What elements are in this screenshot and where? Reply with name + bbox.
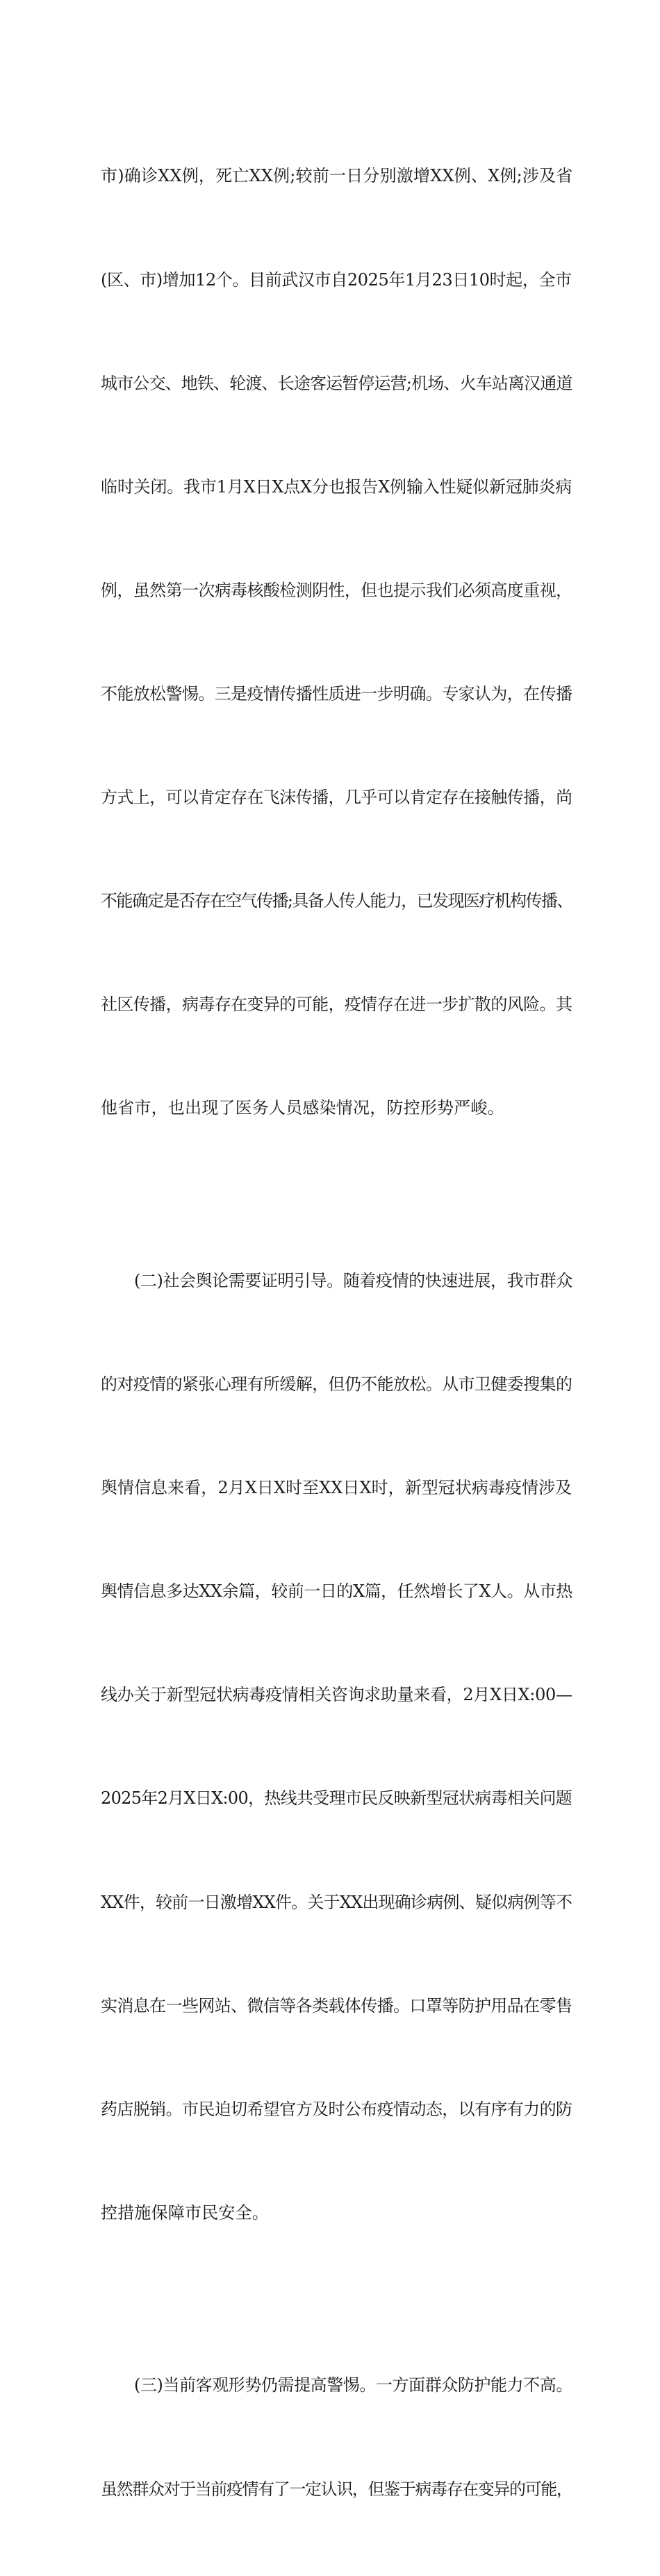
text-line: 舆情信息多达XX余篇，较前一日的X篇，任然增长了X人。从市热 [101,1581,572,1602]
text-line: 虽然群众对于当前疫情有了一定认识，但鉴于病毒存在变异的可能， [101,2479,572,2499]
text-line: 临时关闭。我市1月X日X点X分也报告X例输入性疑似新冠肺炎病 [101,476,572,497]
text-line: 例，虽然第一次病毒核酸检测阴性，但也提示我们必须高度重视， [101,580,572,600]
text-line: (二)社会舆论需要证明引导。随着疫情的快速进展，我市群众 [134,1270,572,1290]
text-line: 线办关于新型冠状病毒疫情相关咨询求助量来看，2月X日X:00— [101,1685,572,1705]
text-line: 实消息在一些网站、微信等各类载体传播。口罩等防护用品在零售 [101,1995,572,2016]
text-line: 控措施保障市民安全。 [101,2202,269,2222]
document-page [101,90,573,2576]
text-line: 市)确诊XX例，死亡XX例;较前一日分别激增XX例、X例;涉及省 [101,166,573,186]
text-line: 药店脱销。市民迫切希望官方及时公布疫情动态，以有序有力的防 [101,2099,572,2119]
paragraph-2 [101,1195,573,2300]
text-line: 舆情信息来看，2月X日X时至XX日X时，新型冠状病毒疫情涉及 [101,1478,572,1498]
text-line: 的对疫情的紧张心理有所缓解，但仍不能放松。从市卫健委搜集的 [101,1374,572,1395]
text-line: 方式上，可以肯定存在飞沫传播，几乎可以肯定存在接触传播，尚 [101,788,572,808]
paragraph-3 [101,2300,573,2576]
text-line: XX件，较前一日激增XX件。关于XX出现确诊病例、疑似病例等不 [101,1892,572,1912]
text-line: (三)当前客观形势仍需提高警惕。一方面群众防护能力不高。 [134,2375,572,2395]
text-line: (区、市)增加12个。目前武汉市自2025年1月23日10时起，全市 [101,269,572,290]
paragraph-1 [101,90,573,1195]
text-line: 城市公交、地铁、轮渡、长途客运暂停运营;机场、火车站离汉通道 [101,373,572,393]
text-line: 不能确定是否存在空气传播;具备人传人能力，已发现医疗机构传播、 [101,891,572,911]
text-line: 他省市，也出现了医务人员感染情况，防控形势严峻。 [101,1098,504,1118]
text-line: 社区传播，病毒存在变异的可能，疫情存在进一步扩散的风险。其 [101,995,572,1015]
text-line: 不能放松警惕。三是疫情传播性质进一步明确。专家认为，在传播 [101,683,572,704]
text-line: 2025年2月X日X:00，热线共受理市民反映新型冠状病毒相关问题 [101,1788,572,1809]
